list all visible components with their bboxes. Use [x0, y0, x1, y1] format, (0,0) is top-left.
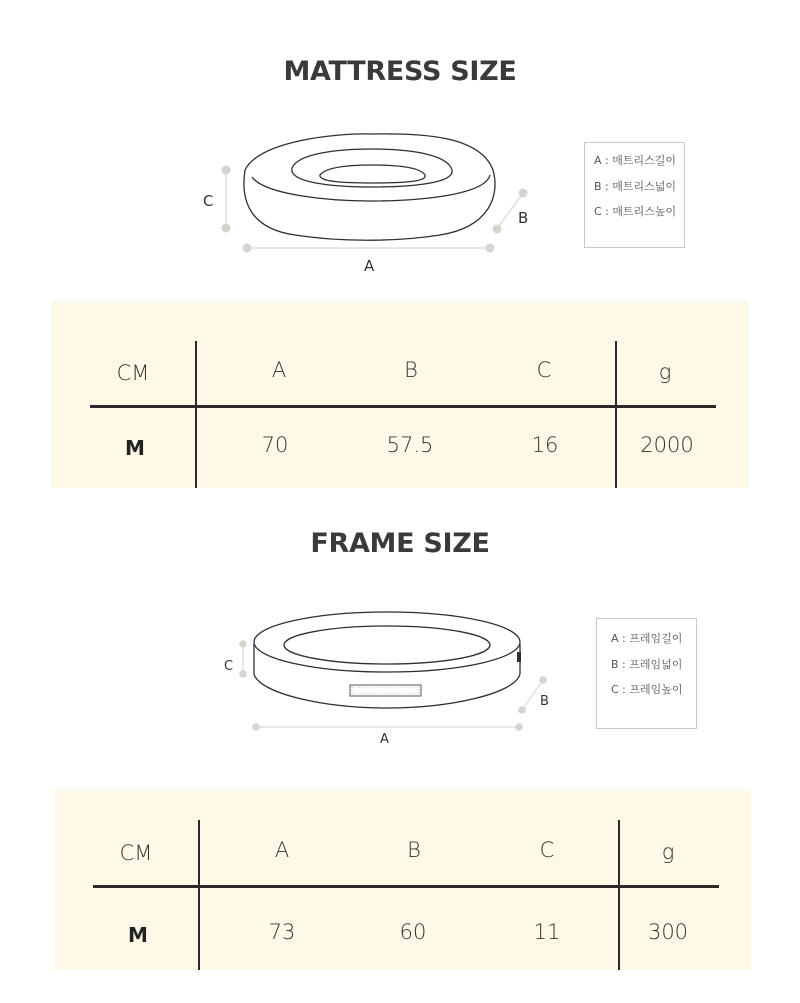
column-divider: [195, 341, 197, 488]
dim-dot: [252, 723, 260, 731]
cell-c-value: 11: [533, 920, 561, 944]
legend-item-width: B : 프레임넓이: [611, 657, 683, 671]
frame-size-table: [54, 789, 751, 970]
frame-inner-rim: [284, 626, 490, 664]
dim-label-a: A: [380, 732, 389, 747]
mattress-legend: [584, 142, 685, 248]
dim-dot: [239, 640, 247, 648]
mattress-inner-ring: [292, 149, 452, 187]
dim-dot: [243, 244, 252, 253]
header-unit: CM: [116, 361, 150, 385]
dim-label-a: A: [364, 257, 375, 275]
dim-label-c: C: [203, 192, 214, 210]
dim-dot: [515, 723, 523, 731]
header-a: A: [274, 838, 290, 862]
mattress-size-table: [51, 301, 749, 488]
mattress-title: MATTRESS SIZE: [275, 56, 524, 87]
frame-title: FRAME SIZE: [302, 528, 497, 559]
dim-dot: [539, 676, 547, 684]
cell-b-value: 60: [399, 920, 427, 944]
dim-dot: [519, 189, 528, 198]
header-c: C: [536, 358, 552, 382]
frame-side-tag: [517, 652, 521, 662]
column-divider: [618, 820, 620, 970]
header-weight: g: [661, 840, 675, 864]
legend-item-width: B : 매트리스넓이: [594, 179, 677, 193]
frame-legend: [596, 618, 697, 729]
legend-item-height: C : 매트리스높이: [594, 205, 677, 218]
cell-weight-value: 300: [647, 920, 689, 944]
dim-dot: [486, 244, 495, 253]
dim-label-b: B: [540, 694, 549, 709]
frame-top-rim: [254, 612, 520, 672]
cell-c-value: 16: [531, 433, 559, 457]
frame-label-patch: [350, 685, 421, 696]
dim-dot: [222, 224, 231, 233]
dim-label-b: B: [518, 209, 529, 227]
cell-weight-value: 2000: [640, 433, 694, 457]
legend-item-length: A : 매트리스길이: [594, 154, 676, 167]
header-unit: CM: [119, 841, 153, 865]
header-weight: g: [658, 360, 672, 384]
mattress-rim-line: [252, 175, 490, 201]
column-divider: [615, 341, 617, 488]
mattress-diagram: [190, 125, 550, 285]
cell-a-value: 73: [268, 920, 296, 944]
dim-dot: [518, 706, 526, 714]
dim-dot: [493, 225, 502, 234]
header-b: B: [404, 358, 418, 382]
row-size-label: M: [125, 436, 145, 460]
header-c: C: [539, 838, 555, 862]
legend-item-length: A : 프레임길이: [611, 632, 683, 645]
column-divider: [198, 820, 200, 970]
mattress-center-cushion: [320, 165, 425, 183]
dim-label-c: C: [224, 659, 234, 674]
cell-a-value: 70: [261, 433, 289, 457]
header-a: A: [271, 358, 287, 382]
header-divider: [90, 405, 716, 408]
frame-title-wrap: [0, 528, 800, 559]
dim-dot: [239, 670, 247, 678]
mattress-title-wrap: [0, 56, 800, 87]
legend-item-height: C : 프레임높이: [611, 683, 683, 696]
frame-diagram: [215, 602, 565, 752]
row-size-label: M: [128, 923, 148, 947]
header-divider: [93, 885, 719, 888]
cell-b-value: 57.5: [386, 433, 434, 457]
dim-dot: [222, 166, 231, 175]
header-b: B: [407, 838, 421, 862]
